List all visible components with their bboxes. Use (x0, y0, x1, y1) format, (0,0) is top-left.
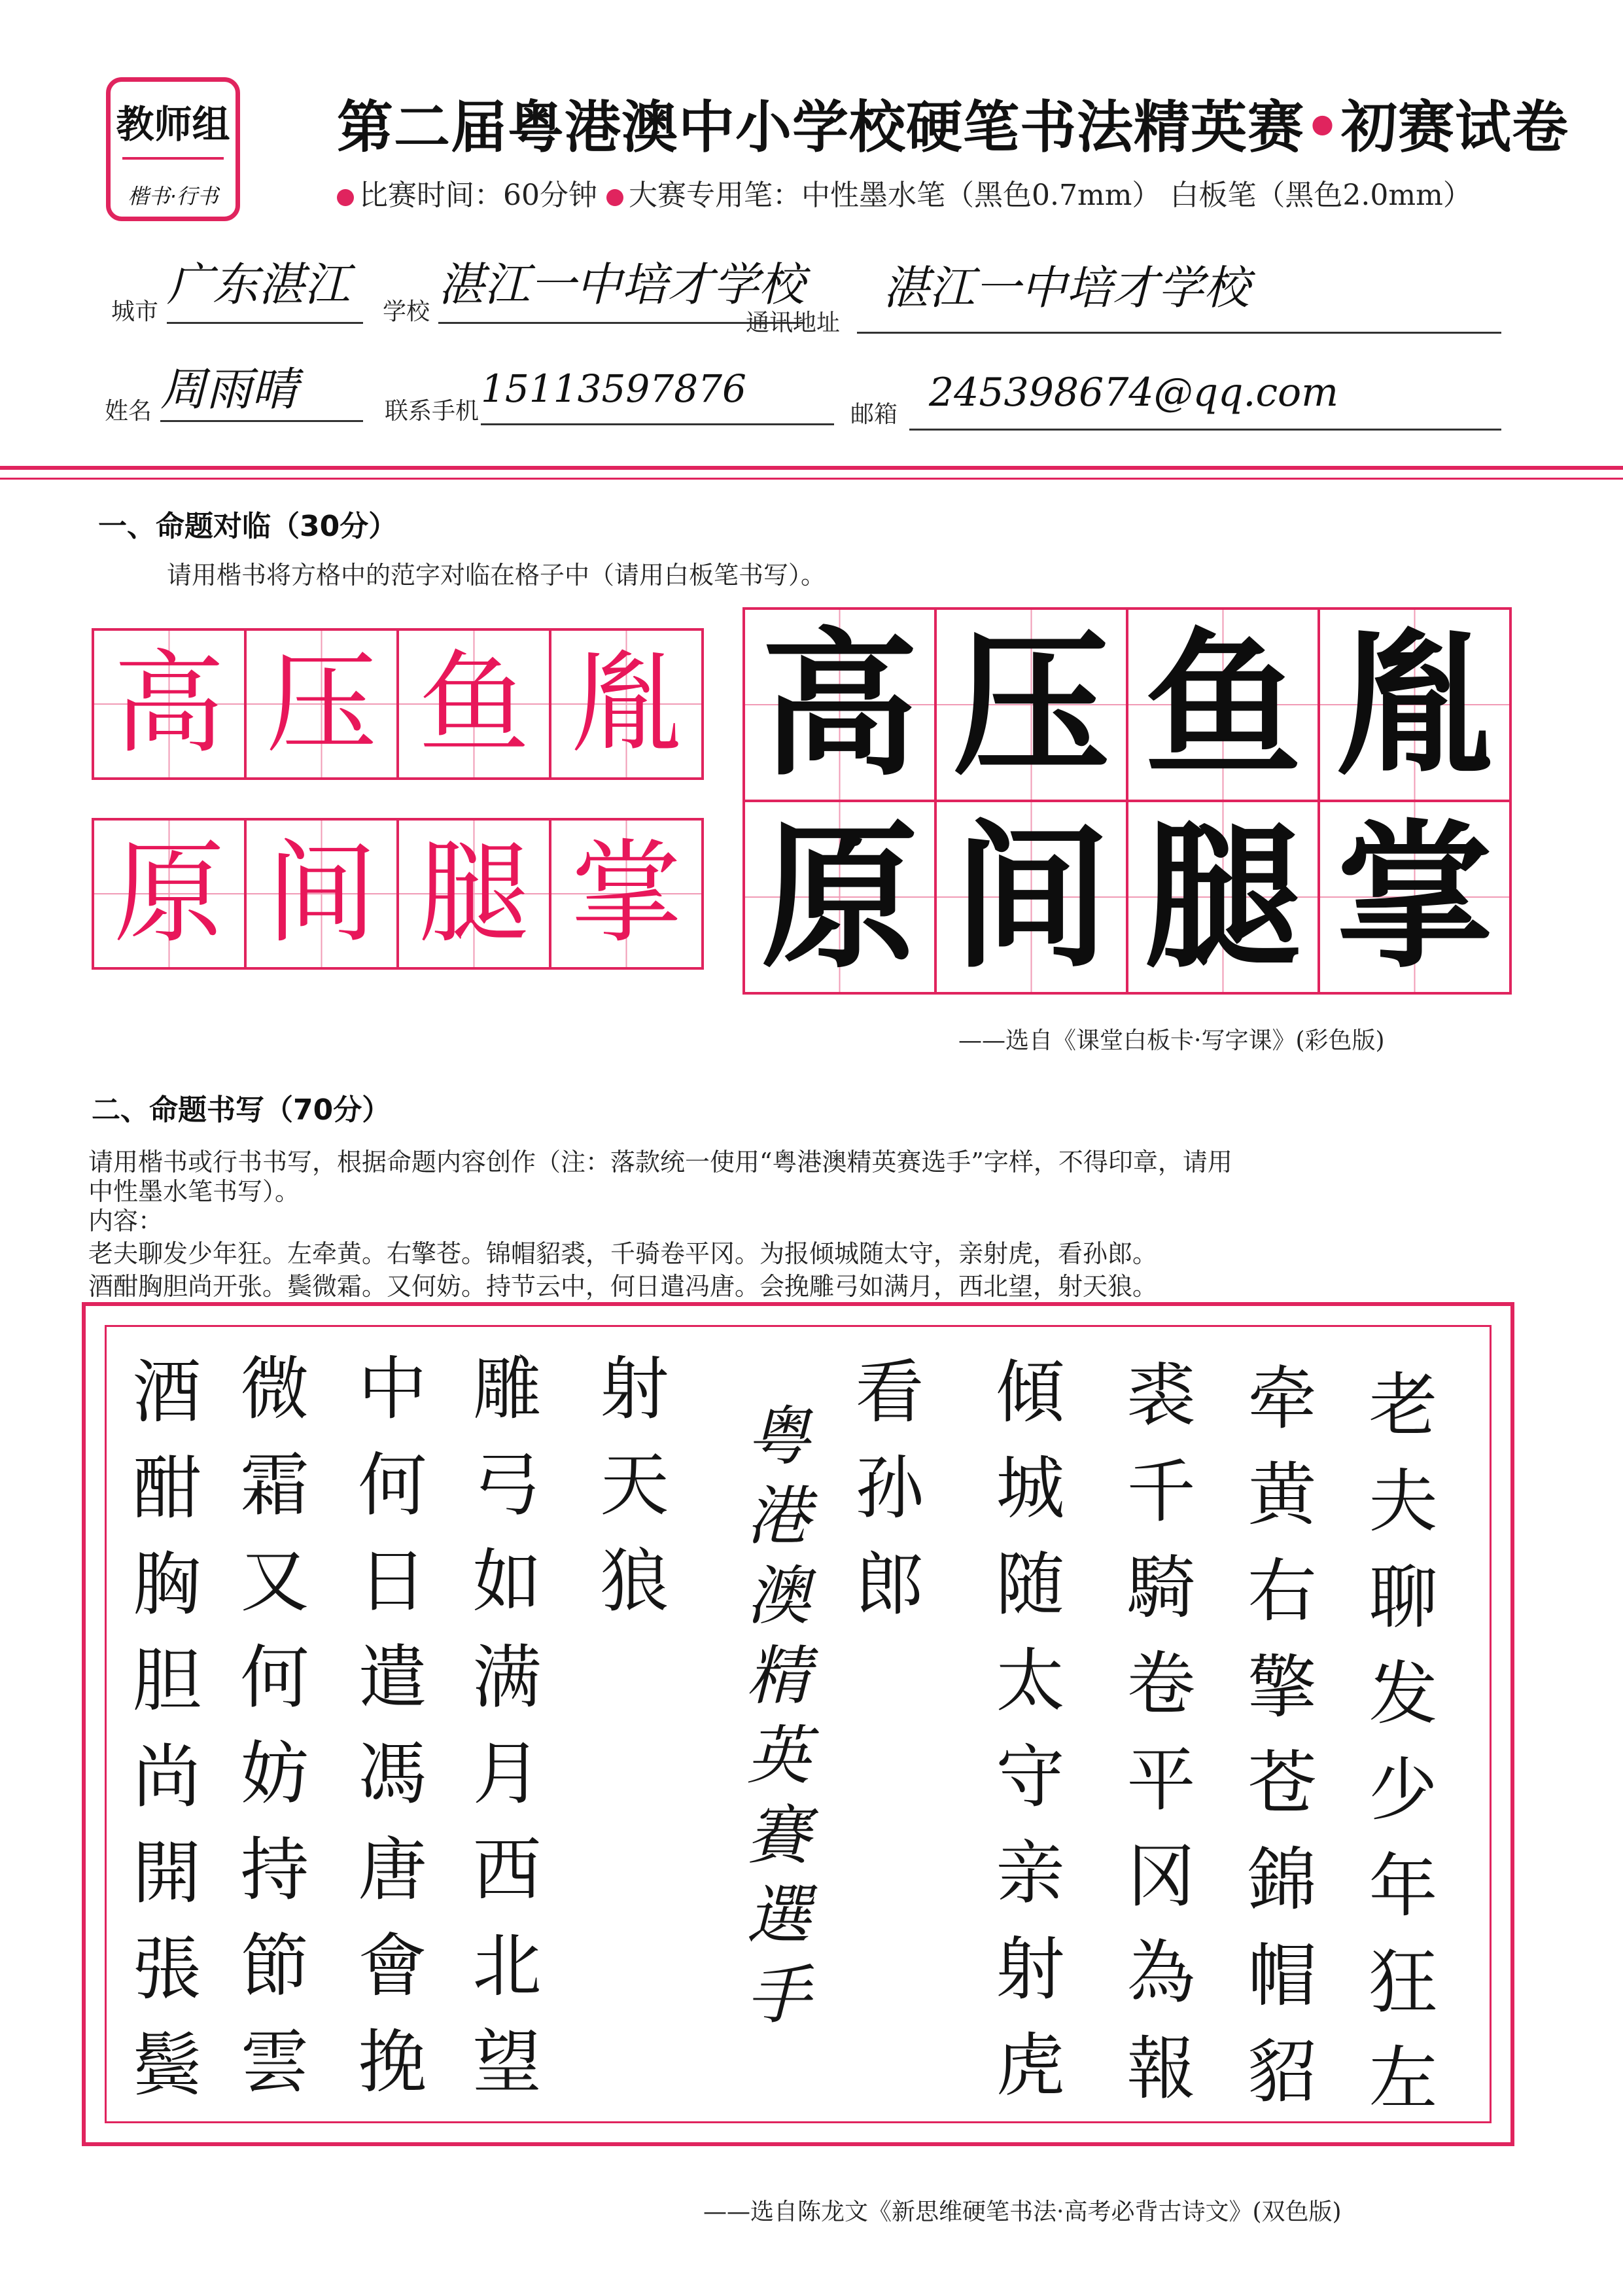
handwritten-char: 天 (600, 1445, 669, 1525)
handwritten-char: 又 (240, 1542, 309, 1621)
handwritten-char: 擎 (1248, 1648, 1317, 1727)
city-label: 城市 (111, 298, 159, 325)
title-separator: • (1304, 95, 1341, 160)
page-title (337, 82, 1569, 163)
model-cell (934, 607, 1128, 802)
exam-pen: 大赛专用笔：中性墨水笔（黑色0.7mm） 白板笔（黑色2.0mm） (629, 179, 1472, 212)
school-label: 学校 (383, 298, 430, 325)
model-char: 胤 (1336, 612, 1493, 797)
section1-heading: 一、命题对临（30分） (98, 510, 398, 543)
handwritten-char: 節 (240, 1926, 309, 2006)
handwritten-char: 張 (132, 1930, 201, 2009)
phone-field[interactable]: 15113597876 (481, 370, 834, 425)
handwritten-char: 騎 (1126, 1548, 1196, 1628)
handwriting-column (589, 1341, 680, 1630)
exam-info-line (337, 171, 1472, 213)
bullet-dot-icon (606, 189, 623, 206)
handwritten-char: 郎 (855, 1545, 924, 1625)
bullet-dot-icon (337, 189, 354, 206)
badge-divider (122, 157, 224, 160)
city-field[interactable]: 广东湛江 (167, 262, 363, 324)
handwritten-char: 狂 (1369, 1943, 1438, 2022)
handwritten-char: 港 (746, 1479, 811, 1554)
handwritten-char: 挽 (358, 2022, 427, 2102)
handwritten-char: 聊 (1369, 1558, 1438, 1638)
copy-char: 鱼 (418, 639, 530, 769)
email-label: 邮箱 (850, 401, 898, 428)
copy-cell[interactable] (92, 818, 247, 970)
section2-instruction-2: 中性墨水笔书写）。 (88, 1177, 300, 1206)
handwritten-char: 弓 (472, 1445, 542, 1525)
handwritten-char: 月 (472, 1734, 542, 1814)
title-main: 第二届粤港澳中小学校硬笔书法精英赛 (337, 95, 1304, 160)
handwritten-char: 裘 (1126, 1356, 1196, 1436)
model-char: 压 (952, 612, 1110, 797)
copy-char: 高 (113, 639, 225, 769)
copy-cell[interactable] (396, 628, 551, 780)
divider-top-thin (0, 478, 1623, 480)
handwriting-column (844, 1345, 935, 1633)
title-tail: 初赛试卷 (1340, 95, 1569, 160)
handwritten-char: 老 (1369, 1366, 1438, 1445)
handwritten-char: 何 (358, 1445, 427, 1525)
copy-cell[interactable] (396, 818, 551, 970)
handwritten-char: 帽 (1248, 1936, 1317, 2016)
copy-char: 胤 (570, 639, 682, 769)
handwritten-char: 如 (472, 1542, 542, 1621)
handwritten-char: 看 (855, 1352, 924, 1432)
handwritten-char: 望 (472, 2022, 542, 2102)
handwritten-char: 霜 (240, 1445, 309, 1525)
handwritten-char: 酒 (132, 1352, 201, 1432)
handwriting-column (1115, 1348, 1207, 2117)
handwriting-column (121, 1345, 213, 2114)
copy-char: 掌 (570, 829, 682, 959)
handwritten-char: 亲 (996, 1833, 1065, 1913)
handwritten-char: 少 (1369, 1750, 1438, 1830)
handwritten-char: 馮 (358, 1734, 427, 1814)
handwritten-char: 傾 (996, 1352, 1065, 1432)
handwritten-char: 中 (358, 1349, 427, 1429)
model-char: 鱼 (1144, 612, 1302, 797)
section2-instruction-1: 请用楷书或行书书写，根据命题内容创作（注：落款统一使用“粤港澳精英赛选手”字样，不得印章，请用 (88, 1148, 1232, 1176)
handwritten-char: 選 (746, 1879, 811, 1953)
badge-title: 教师组 (116, 102, 230, 147)
handwriting-column (1236, 1351, 1328, 2121)
handwritten-char: 妨 (240, 1734, 309, 1814)
handwritten-char: 卷 (1126, 1644, 1196, 1724)
handwriting-column (1357, 1358, 1449, 2127)
handwritten-char: 酣 (132, 1449, 201, 1528)
copy-cell[interactable] (92, 628, 247, 780)
handwritten-char: 精 (746, 1639, 811, 1714)
handwritten-char: 冈 (1126, 1837, 1196, 1916)
handwriting-column (985, 1345, 1076, 2114)
handwritten-char: 千 (1126, 1452, 1196, 1532)
model-char: 高 (761, 612, 918, 797)
model-cell (1318, 607, 1512, 802)
handwritten-char: 城 (996, 1449, 1065, 1528)
copy-char: 间 (266, 829, 377, 959)
badge-subtitle: 楷书·行书 (128, 184, 218, 209)
handwritten-char: 日 (358, 1542, 427, 1621)
model-cell (1126, 800, 1320, 995)
section2-content-label: 内容： (88, 1207, 164, 1235)
copy-cell[interactable] (549, 628, 704, 780)
model-char: 间 (952, 805, 1110, 989)
handwritten-char: 苍 (1248, 1744, 1317, 1824)
handwritten-char: 射 (600, 1349, 669, 1429)
handwritten-char: 持 (240, 1830, 309, 1910)
handwritten-char: 鬓 (132, 2026, 201, 2106)
handwritten-char: 满 (472, 1638, 542, 1718)
handwritten-char: 會 (358, 1926, 427, 2006)
group-badge (106, 77, 240, 221)
copy-char: 原 (113, 829, 225, 959)
handwritten-char: 雲 (240, 2022, 309, 2102)
handwritten-char: 夫 (1369, 1462, 1438, 1542)
signature-column (733, 1397, 824, 2036)
handwritten-char: 胸 (132, 1545, 201, 1625)
model-cell (1126, 607, 1320, 802)
address-label: 通讯地址 (746, 309, 841, 336)
handwritten-char: 錦 (1248, 1840, 1317, 1920)
handwritten-char: 牵 (1248, 1359, 1317, 1439)
handwritten-char: 賽 (746, 1799, 811, 1873)
name-label: 姓名 (105, 398, 152, 425)
section2-heading: 二、命题书写（70分） (92, 1093, 391, 1127)
copy-cell[interactable] (244, 818, 399, 970)
email-field[interactable]: 245398674@qq.com (909, 373, 1501, 431)
handwriting-column (461, 1341, 553, 2111)
handwritten-char: 平 (1126, 1740, 1196, 1820)
model-cell (742, 607, 937, 802)
handwritten-char: 虎 (996, 2026, 1065, 2106)
copy-char: 腿 (418, 829, 530, 959)
handwritten-char: 年 (1369, 1846, 1438, 1926)
handwriting-column (229, 1341, 321, 2111)
handwritten-char: 微 (240, 1349, 309, 1429)
handwritten-char: 胆 (132, 1641, 201, 1721)
handwritten-char: 唐 (358, 1830, 427, 1910)
handwritten-char: 太 (996, 1641, 1065, 1721)
handwritten-char: 手 (746, 1958, 811, 2033)
handwritten-char: 雕 (472, 1349, 542, 1429)
section2-content-1: 老夫聊发少年狂。左牵黄。右擎苍。锦帽貂裘，千骑卷平冈。为报倾城随太守，亲射虎，看孙郎。 (88, 1239, 1158, 1268)
handwritten-char: 右 (1248, 1551, 1317, 1631)
school-field[interactable]: 湛江一中培才学校 (438, 262, 805, 324)
handwritten-char: 開 (132, 1833, 201, 1913)
model-char: 掌 (1336, 805, 1493, 989)
handwritten-char: 守 (996, 1737, 1065, 1817)
copy-cell[interactable] (244, 628, 399, 780)
exam-time: 比赛时间：60分钟 (359, 179, 597, 212)
model-cell (1318, 800, 1512, 995)
handwritten-char: 孙 (855, 1449, 924, 1528)
handwritten-char: 尚 (132, 1737, 201, 1817)
divider-top (0, 466, 1623, 470)
handwritten-char: 左 (1369, 2039, 1438, 2119)
handwritten-char: 為 (1126, 1933, 1196, 2013)
handwritten-char: 黄 (1248, 1455, 1317, 1535)
handwritten-char: 英 (746, 1719, 811, 1793)
copy-char: 压 (266, 639, 377, 769)
model-cell (934, 800, 1128, 995)
handwritten-char: 发 (1369, 1654, 1438, 1734)
phone-label: 联系手机 (385, 398, 480, 425)
handwritten-char: 射 (996, 1930, 1065, 2009)
handwritten-char: 何 (240, 1638, 309, 1718)
section1-source: ——选自《课堂白板卡·写字课》(彩色版) (958, 1027, 1385, 1054)
handwritten-char: 西 (472, 1830, 542, 1910)
handwritten-char: 北 (472, 1926, 542, 2006)
address-field[interactable]: 湛江一中培才学校 (857, 265, 1501, 334)
model-cell (742, 800, 937, 995)
handwritten-char: 粤 (746, 1400, 811, 1474)
handwritten-char: 貂 (1248, 2032, 1317, 2112)
handwriting-column (347, 1341, 438, 2111)
handwritten-char: 狼 (600, 1542, 669, 1621)
section2-source: ——选自陈龙文《新思维硬笔书法·高考必背古诗文》(双色版) (703, 2199, 1342, 2225)
name-field[interactable]: 周雨晴 (160, 366, 363, 422)
copy-cell[interactable] (549, 818, 704, 970)
handwritten-char: 随 (996, 1545, 1065, 1625)
model-char: 腿 (1144, 805, 1302, 989)
handwritten-char: 報 (1126, 2029, 1196, 2109)
handwritten-char: 遣 (358, 1638, 427, 1718)
section1-instruction: 请用楷书将方格中的范字对临在格子中（请用白板笔书写）。 (167, 561, 826, 590)
handwritten-char: 澳 (746, 1559, 811, 1634)
model-char: 原 (761, 805, 918, 989)
section2-content-2: 酒酣胸胆尚开张。鬓微霜。又何妨。持节云中，何日遣冯唐。会挽雕弓如满月，西北望，射天狼。 (88, 1272, 1158, 1301)
